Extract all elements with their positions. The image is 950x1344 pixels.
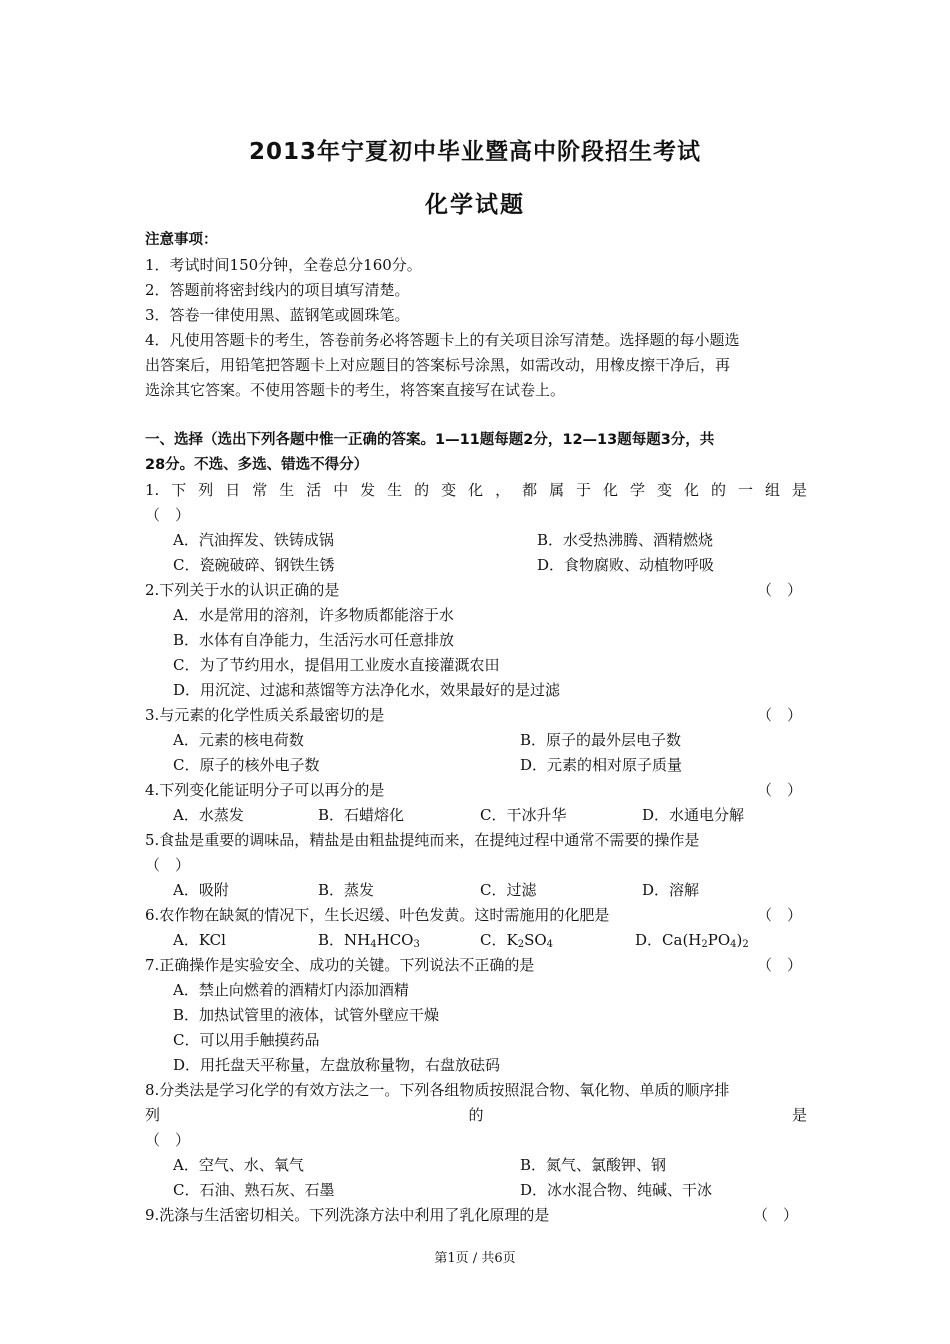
option-d: D．用托盘天平称量，左盘放称量物，右盘放砝码 bbox=[173, 1056, 501, 1074]
option-d: D．溶解 bbox=[642, 881, 700, 899]
question-1-options-row bbox=[145, 553, 807, 578]
option-b: B．蒸发 bbox=[318, 881, 375, 899]
option-d: D．$Ca(H_2PO_4)_2$ bbox=[635, 931, 749, 950]
question-1-stem: 1. 下 列 日 常 生 活 中 发 生 的 变 化 ， 都 属 于 化 学 变 化 的 一 组 是 bbox=[145, 481, 807, 499]
question-8-stem-cont: 列 的 是 bbox=[145, 1106, 807, 1124]
option-c: C．$K_2SO_4$ bbox=[480, 931, 554, 950]
question-5-options-row bbox=[145, 878, 807, 903]
question-4-options-row bbox=[145, 803, 807, 828]
option-a: A．空气、水、氧气 bbox=[173, 1156, 304, 1174]
page-footer: 第1页 / 共6页 bbox=[434, 1251, 516, 1266]
question-3-options-row bbox=[145, 753, 807, 778]
option-c: C．石油、熟石灰、石墨 bbox=[173, 1181, 335, 1199]
note-item: 出答案后，用铅笔把答题卡上对应题目的答案标号涂黑，如需改动，用橡皮擦干净后，再 bbox=[145, 356, 731, 374]
question-9-stem: 9.洗涤与生活密切相关。下列洗涤方法中利用了乳化原理的是 （ ） bbox=[145, 1203, 807, 1228]
question-2-stem: 2.下列关于水的认识正确的是 （ ） bbox=[145, 578, 807, 603]
option-d: D．用沉淀、过滤和蒸馏等方法净化水，效果最好的是过滤 bbox=[173, 681, 561, 699]
answer-paren: （ ） bbox=[753, 1206, 799, 1224]
question-1-options-row bbox=[145, 528, 807, 553]
exam-content bbox=[145, 228, 807, 1228]
option-a: A．汽油挥发、铁铸成锅 bbox=[173, 531, 334, 549]
option-a: A．KCl bbox=[173, 931, 226, 949]
option-c: C．干冰升华 bbox=[480, 806, 567, 824]
option-b: B．$NH_4HCO_3$ bbox=[318, 931, 420, 950]
option-d: D．水通电分解 bbox=[642, 806, 745, 824]
note-item: 3．答卷一律使用黑、蓝钢笔或圆珠笔。 bbox=[145, 306, 410, 324]
question-6-stem: 6.农作物在缺氮的情况下，生长迟缓、叶色发黄。这时需施用的化肥是 （ ） bbox=[145, 903, 807, 928]
question-3-options-row bbox=[145, 728, 807, 753]
question-8-options-row bbox=[145, 1178, 807, 1203]
answer-paren: （ ） bbox=[145, 856, 191, 874]
option-a: A．元素的核电荷数 bbox=[173, 731, 304, 749]
note-item: 选涂其它答案。不使用答题卡的考生，将答案直接写在试卷上。 bbox=[145, 381, 566, 399]
option-b: B．水体有自净能力，生活污水可任意排放 bbox=[173, 631, 455, 649]
option-c: C．为了节约用水，提倡用工业废水直接灌溉农田 bbox=[173, 656, 500, 674]
option-c: C．过滤 bbox=[480, 881, 537, 899]
section-heading: 一、选择（选出下列各题中惟一正确的答案。1—11题每题2分，12—13题每题3分，共 bbox=[145, 432, 715, 448]
note-item: 2．答题前将密封线内的项目填写清楚。 bbox=[145, 281, 410, 299]
exam-title: 2013年宁夏初中毕业暨高中阶段招生考试 bbox=[248, 139, 701, 165]
question-3-stem: 3.与元素的化学性质关系最密切的是 （ ） bbox=[145, 703, 807, 728]
option-a: A．禁止向燃着的酒精灯内添加酒精 bbox=[173, 981, 409, 999]
question-6-options-row bbox=[145, 928, 807, 953]
option-c: C．可以用手触摸药品 bbox=[173, 1031, 320, 1049]
answer-paren: （ ） bbox=[757, 956, 803, 974]
option-c: C．原子的核外电子数 bbox=[173, 756, 320, 774]
answer-paren: （ ） bbox=[757, 581, 803, 599]
option-a: A．水是常用的溶剂，许多物质都能溶于水 bbox=[173, 606, 454, 624]
option-b: B．水受热沸腾、酒精燃烧 bbox=[537, 531, 714, 549]
answer-paren: （ ） bbox=[145, 1131, 191, 1149]
option-b: B．加热试管里的液体，试管外壁应干燥 bbox=[173, 1006, 440, 1024]
option-a: A．水蒸发 bbox=[173, 806, 244, 824]
exam-subtitle: 化学试题 bbox=[425, 192, 525, 218]
answer-paren: （ ） bbox=[757, 706, 803, 724]
option-d: D．食物腐败、动植物呼吸 bbox=[537, 556, 715, 574]
option-b: B．氮气、氯酸钾、钢 bbox=[520, 1156, 667, 1174]
option-d: D．元素的相对原子质量 bbox=[520, 756, 683, 774]
option-a: A．吸附 bbox=[173, 881, 229, 899]
note-item: 1．考试时间150分钟，全卷总分160分。 bbox=[145, 256, 422, 274]
option-b: B．原子的最外层电子数 bbox=[520, 731, 682, 749]
question-5-stem: 5.食盐是重要的调味品，精盐是由粗盐提纯而来，在提纯过程中通常不需要的操作是 bbox=[145, 831, 700, 849]
option-c: C．瓷碗破碎、钢铁生锈 bbox=[173, 556, 335, 574]
option-d: D．冰水混合物、纯碱、干冰 bbox=[520, 1181, 713, 1199]
section-heading-cont: 28分。不选、多选、错选不得分） bbox=[145, 457, 369, 473]
answer-paren: （ ） bbox=[145, 506, 191, 524]
notes-heading: 注意事项： bbox=[145, 232, 218, 248]
option-b: B．石蜡熔化 bbox=[318, 806, 405, 824]
question-7-stem: 7.正确操作是实验安全、成功的关键。下列说法不正确的是 （ ） bbox=[145, 953, 807, 978]
answer-paren: （ ） bbox=[757, 781, 803, 799]
question-4-stem: 4.下列变化能证明分子可以再分的是 （ ） bbox=[145, 778, 807, 803]
question-8-options-row bbox=[145, 1153, 807, 1178]
note-item: 4．凡使用答题卡的考生，答卷前务必将答题卡上的有关项目涂写清楚。选择题的每小题选 bbox=[145, 331, 740, 349]
answer-paren: （ ） bbox=[757, 906, 803, 924]
question-8-stem: 8.分类法是学习化学的有效方法之一。下列各组物质按照混合物、氧化物、单质的顺序排 bbox=[145, 1081, 730, 1099]
